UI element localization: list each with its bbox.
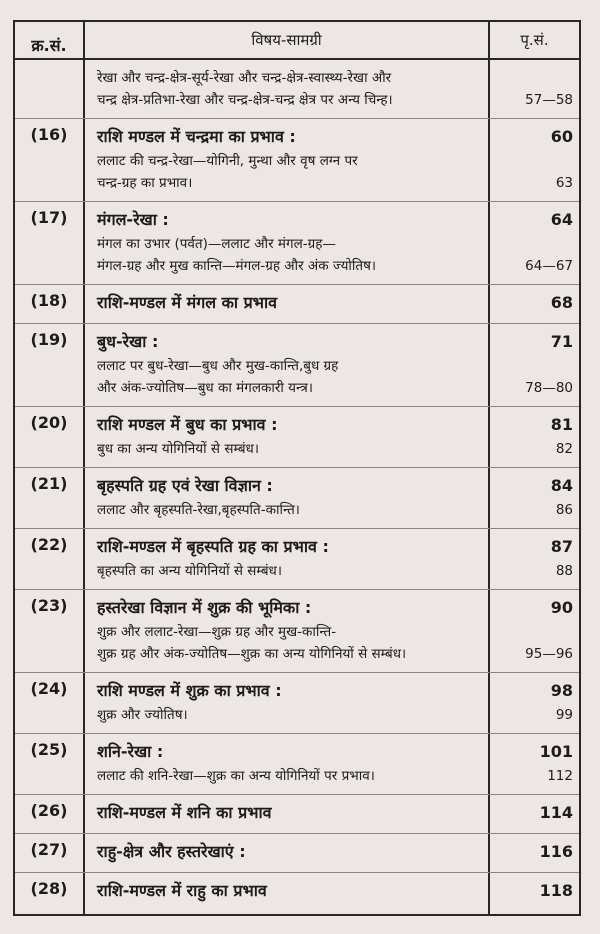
subtopic-page: 78—80: [525, 380, 573, 396]
chapter-title: राशि-मण्डल में राहु का प्रभाव: [97, 881, 267, 900]
chapter-page: 114: [539, 803, 573, 822]
subtopic-line: और अंक-ज्योतिष—बुध का मंगलकारी यन्त्र।: [97, 380, 313, 396]
subtopic-page: [490, 67, 573, 89]
chapter-title: राशि मण्डल में बुध का प्रभाव :: [97, 415, 278, 434]
chapter-title: राशि-मण्डल में बृहस्पति ग्रह का प्रभाव :: [97, 537, 329, 556]
row-number: (17): [30, 208, 68, 227]
subtopic-page: 57—58: [525, 92, 573, 108]
contents-row: [15, 285, 579, 323]
subtopic-page: 88: [555, 563, 573, 579]
chapter-title: राशि-मण्डल में शनि का प्रभाव: [97, 803, 272, 822]
subtopic-page: [490, 355, 573, 377]
header-number: क्र.सं.: [31, 36, 67, 55]
chapter-page: 68: [550, 293, 573, 312]
subtopic-page: [490, 150, 573, 172]
row-subject: [97, 207, 481, 277]
subtopic-line: शुक्र ग्रह और अंक-ज्योतिष—शुक्र का अन्य योगिनियों से सम्बंध।: [97, 646, 407, 662]
row-pages: [490, 595, 573, 665]
row-pages: [490, 534, 573, 582]
row-subject: [97, 290, 481, 316]
subtopic-line: शुक्र और ज्योतिष।: [97, 707, 188, 723]
row-subject: [97, 839, 481, 865]
row-subject: [97, 678, 481, 726]
row-number: (19): [30, 330, 68, 349]
chapter-title: राशि मण्डल में चन्द्रमा का प्रभाव :: [97, 127, 296, 146]
row-pages: [490, 739, 573, 787]
row-number: (27): [30, 840, 68, 859]
chapter-page: 118: [539, 881, 573, 900]
header-divider: [15, 58, 579, 60]
row-subject: [97, 412, 481, 460]
row-subject: [97, 800, 481, 826]
row-pages: [490, 124, 573, 194]
row-pages: [490, 207, 573, 277]
chapter-page: 90: [550, 598, 573, 617]
contents-row: [15, 673, 579, 733]
row-pages: [490, 290, 573, 316]
chapter-title: राशि मण्डल में शुक्र का प्रभाव :: [97, 681, 282, 700]
subtopic-page: 99: [555, 707, 573, 723]
subtopic-page: 95—96: [525, 646, 573, 662]
subtopic-line: मंगल का उभार (पर्वत)—ललाट और मंगल-ग्रह—: [97, 236, 336, 252]
subtopic-line: बुध का अन्य योगिनियों से सम्बंध।: [97, 441, 259, 457]
chapter-page: 98: [550, 681, 573, 700]
chapter-page: 101: [539, 742, 573, 761]
row-subject: [97, 878, 481, 904]
contents-row: [15, 795, 579, 833]
chapter-page: 87: [550, 537, 573, 556]
chapter-page: 60: [550, 127, 573, 146]
chapter-title: बुध-रेखा :: [97, 332, 159, 351]
row-number: (26): [30, 801, 68, 820]
row-subject: [97, 67, 481, 111]
chapter-title: शनि-रेखा :: [97, 742, 164, 761]
subtopic-page: [490, 233, 573, 255]
contents-row: [15, 62, 579, 118]
contents-table: [13, 20, 581, 916]
row-pages: [490, 839, 573, 865]
chapter-title: हस्तरेखा विज्ञान में शुक्र की भूमिका :: [97, 598, 312, 617]
subtopic-page: 112: [547, 768, 573, 784]
row-pages: [490, 473, 573, 521]
row-subject: [97, 473, 481, 521]
row-number: (22): [30, 535, 68, 554]
contents-row: [15, 529, 579, 589]
contents-row: [15, 734, 579, 794]
row-subject: [97, 329, 481, 399]
contents-row: [15, 407, 579, 467]
contents-row: [15, 119, 579, 201]
subtopic-line: ललाट की चन्द्र-रेखा—योगिनी, मुन्था और वृष लग्न पर: [97, 153, 358, 169]
row-number: (24): [30, 679, 68, 698]
subtopic-line: बृहस्पति का अन्य योगिनियों से सम्बंध।: [97, 563, 282, 579]
chapter-title: राशि-मण्डल में मंगल का प्रभाव: [97, 293, 278, 312]
chapter-page: 84: [550, 476, 573, 495]
row-subject: [97, 595, 481, 665]
subtopic-line: ललाट की शनि-रेखा—शुक्र का अन्य योगिनियों पर प्रभाव।: [97, 768, 375, 784]
row-subject: [97, 534, 481, 582]
row-number: (25): [30, 740, 68, 759]
chapter-title: बृहस्पति ग्रह एवं रेखा विज्ञान :: [97, 476, 273, 495]
row-pages: [490, 800, 573, 826]
row-number: (20): [30, 413, 68, 432]
row-number: (23): [30, 596, 68, 615]
subtopic-line: ललाट और बृहस्पति-रेखा,बृहस्पति-कान्ति।: [97, 502, 300, 518]
contents-row: [15, 834, 579, 872]
header-subject: विषय-सामग्री: [251, 31, 322, 49]
chapter-page: 116: [539, 842, 573, 861]
subtopic-line: चन्द्र क्षेत्र-प्रतिभा-रेखा और चन्द्र-क्षेत्र-चन्द्र क्षेत्र पर अन्य चिन्ह।: [97, 92, 393, 108]
row-number: (28): [30, 879, 68, 898]
chapter-title: राहु-क्षेत्र और हस्तरेखाएं :: [97, 842, 246, 861]
subtopic-line: शुक्र और ललाट-रेखा—शुक्र ग्रह और मुख-कान्ति-: [97, 624, 337, 640]
row-number: (16): [30, 125, 68, 144]
row-pages: [490, 329, 573, 399]
subtopic-page: 82: [555, 441, 573, 457]
row-number: (18): [30, 291, 68, 310]
contents-row: [15, 324, 579, 406]
subtopic-page: 86: [555, 502, 573, 518]
chapter-page: 64: [550, 210, 573, 229]
row-pages: [490, 67, 573, 111]
header-page: पृ.सं.: [520, 31, 549, 49]
row-subject: [97, 124, 481, 194]
row-pages: [490, 412, 573, 460]
chapter-page: 71: [550, 332, 573, 351]
contents-row: [15, 468, 579, 528]
row-number: (21): [30, 474, 68, 493]
subtopic-line: मंगल-ग्रह और मुख कान्ति—मंगल-ग्रह और अंक ज्योतिष।: [97, 258, 377, 274]
subtopic-line: चन्द्र-ग्रह का प्रभाव।: [97, 175, 193, 191]
subtopic-page: [490, 621, 573, 643]
contents-row: [15, 590, 579, 672]
subtopic-line: ललाट पर बुध-रेखा—बुध और मुख-कान्ति,बुध ग्रह: [97, 358, 339, 374]
subtopic-line: रेखा और चन्द्र-क्षेत्र-सूर्य-रेखा और चन्द्र-क्षेत्र-स्वास्थ्य-रेखा और: [97, 70, 392, 86]
subtopic-page: 63: [555, 175, 573, 191]
subtopic-page: 64—67: [525, 258, 573, 274]
row-pages: [490, 878, 573, 904]
contents-row: [15, 873, 579, 911]
row-pages: [490, 678, 573, 726]
row-subject: [97, 739, 481, 787]
contents-row: [15, 202, 579, 284]
chapter-page: 81: [550, 415, 573, 434]
chapter-title: मंगल-रेखा :: [97, 210, 169, 229]
